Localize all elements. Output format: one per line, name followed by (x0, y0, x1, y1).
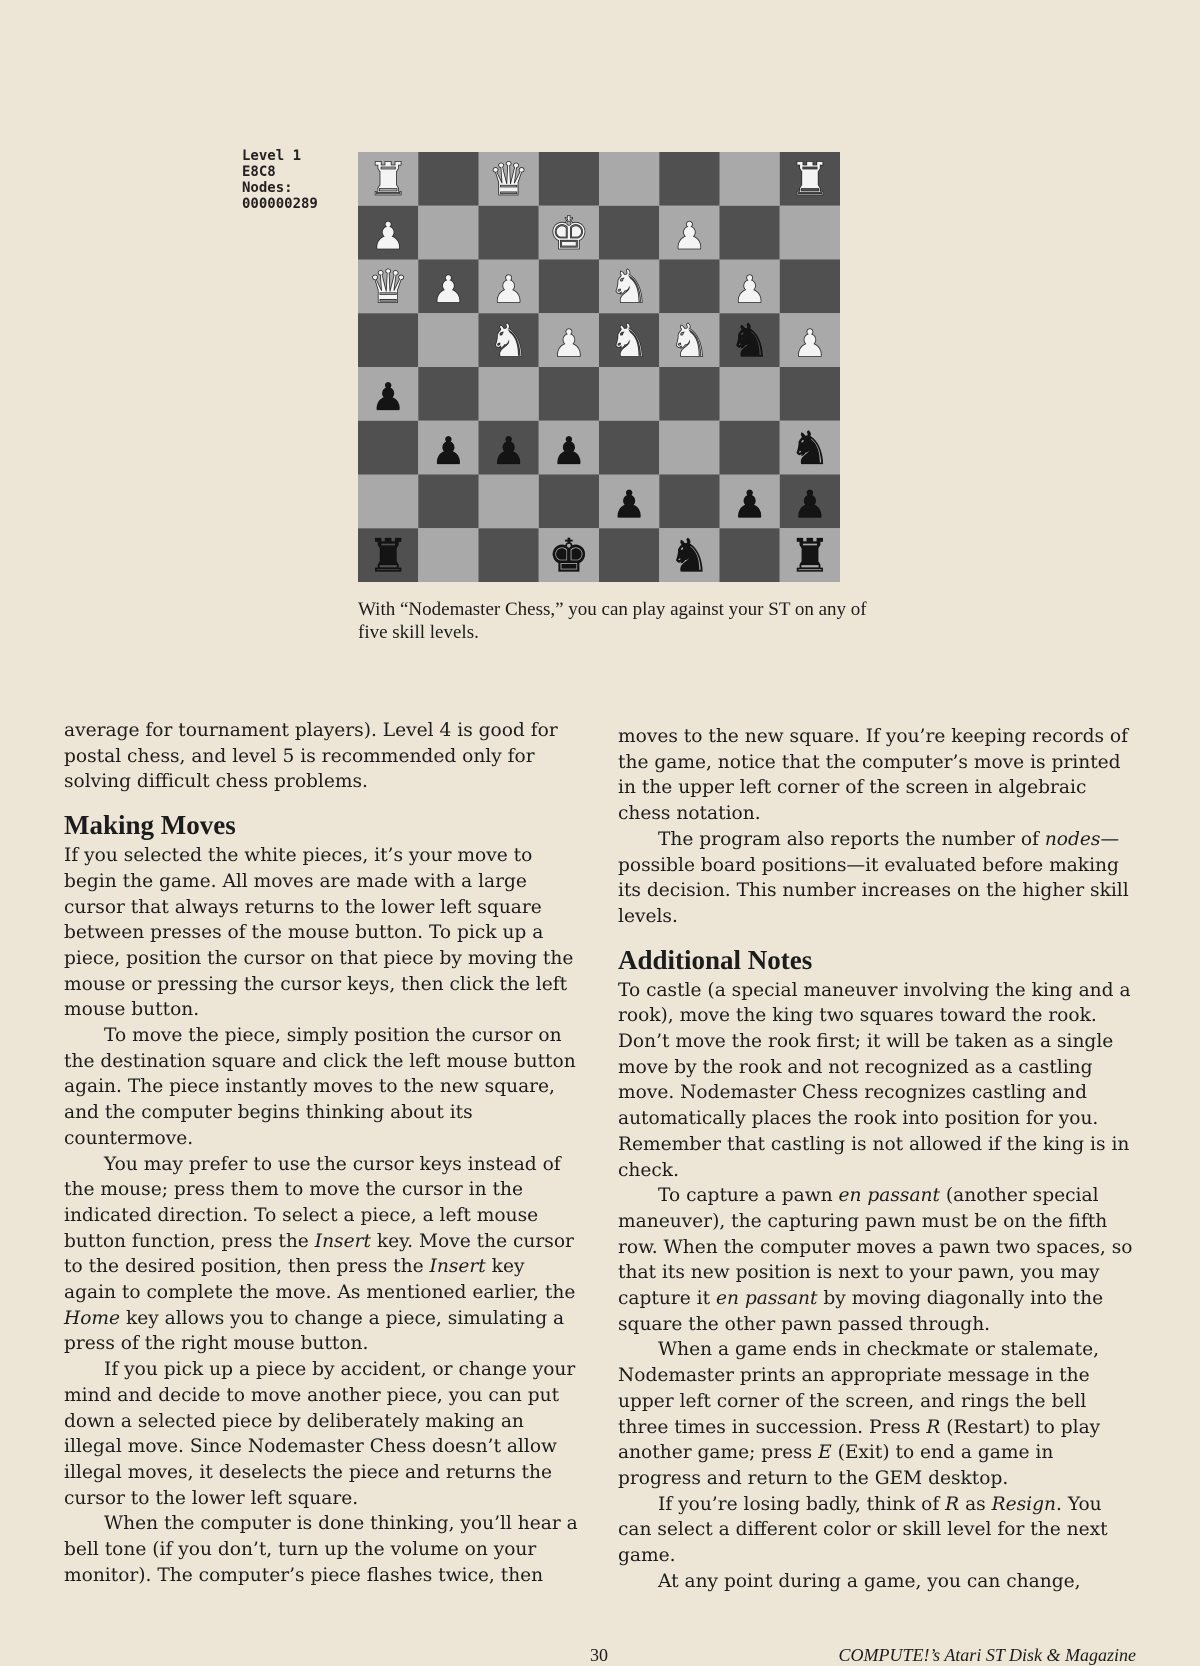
board-square (599, 367, 659, 421)
board-square (599, 206, 659, 260)
board-square (539, 152, 599, 206)
paragraph: If you selected the white pieces, it’s your move to begin the game. All moves are made with a large cursor that always returns to the lower left square between presses of the mouse button. To pick up a piece, position the cursor on that piece by moving the mouse or pressing the cursor keys, then click the left mouse button. (64, 845, 574, 1021)
board-square (418, 475, 478, 529)
last-move-line: E8C8 (242, 164, 276, 180)
paragraph: When the computer is done thinking, you’ll hear a bell tone (if you don’t, turn up the volume on your monitor). The computer’s piece flashes twice, then (64, 1513, 578, 1586)
black-pawn-icon: ♟ (371, 375, 406, 419)
board-square (418, 206, 478, 260)
white-pawn-icon: ♟ (672, 213, 707, 258)
black-knight-icon: ♞ (789, 420, 831, 475)
paragraph: When a game ends in checkmate or stalemate, Nodemaster prints an appropriate message in the upper left corner of the screen, and rings the bell three times in succession. Press R (Restart) to play another game; press E (Exit) to end a game in progress and return to the GEM desktop. (618, 1339, 1101, 1489)
board-square (479, 528, 539, 582)
board-square (358, 475, 418, 529)
paragraph: If you’re losing badly, think of R as Resign. You can select a different color or skill level for the next game. (618, 1493, 1108, 1567)
white-pawn-icon: ♟ (732, 267, 767, 312)
paragraph: To capture a pawn en passant (another special maneuver), the capturing pawn must be on the fifth row. When the computer moves a pawn two spaces, so that its new position is next to your pawn, you may capture it en passant by moving diagonally into the square the other pawn passed through. (618, 1185, 1133, 1335)
white-knight-icon: ♞ (668, 313, 710, 368)
board-square (659, 421, 719, 475)
board-square (780, 260, 840, 314)
white-queen-icon: ♛ (488, 152, 530, 206)
board-square (720, 206, 780, 260)
black-pawn-icon: ♟ (551, 428, 586, 473)
board-square (659, 152, 719, 206)
board-square (780, 367, 840, 421)
magazine-title: COMPUTE!’s Atari ST Disk & Magazine (838, 1645, 1136, 1665)
board-square (358, 421, 418, 475)
right-column (618, 724, 1133, 1595)
board-square (418, 152, 478, 206)
board-square (358, 313, 418, 367)
board-square (659, 475, 719, 529)
board-square (418, 528, 478, 582)
board-square (599, 528, 659, 582)
black-rook-icon: ♜ (789, 528, 831, 582)
black-rook-icon: ♜ (367, 528, 409, 582)
black-knight-icon: ♞ (729, 313, 771, 368)
white-knight-icon: ♞ (488, 313, 530, 368)
page-number: 30 (590, 1645, 608, 1665)
black-pawn-icon: ♟ (612, 482, 647, 527)
key-name: Insert (429, 1256, 486, 1278)
chess-board (358, 152, 840, 582)
white-pawn-icon: ♟ (491, 267, 526, 312)
board-square (720, 528, 780, 582)
board-square (539, 367, 599, 421)
paragraph: average for tournament players). Level 4 is good for postal chess, and level 5 is recommended only for solving difficult chess problems. (64, 720, 558, 793)
black-pawn-icon: ♟ (431, 428, 466, 473)
paragraph: If you pick up a piece by accident, or change your mind and decide to move another piece, you can put down a selected piece by deliberately making an illegal move. Since Nodemaster Chess doesn’t allow illegal moves, it deselects the piece and returns the cursor to the lower left square. (64, 1359, 576, 1509)
board-square (720, 152, 780, 206)
board-square (418, 367, 478, 421)
board-square (539, 260, 599, 314)
white-king-icon: ♚ (548, 205, 590, 260)
board-square (720, 367, 780, 421)
key-name: Insert (314, 1230, 371, 1252)
white-queen-icon: ♛ (367, 259, 409, 314)
board-square (539, 475, 599, 529)
nodes-count: 000000289 (242, 196, 318, 212)
white-knight-icon: ♞ (608, 259, 650, 314)
board-square (599, 152, 659, 206)
board-square (720, 421, 780, 475)
white-knight-icon: ♞ (608, 313, 650, 368)
paragraph: To move the piece, simply position the cursor on the destination square and click the left mouse button again. The piece instantly moves to the new square, and the computer begins thinking about its countermove. (64, 1025, 576, 1149)
paragraph: To castle (a special maneuver involving the king and a rook), move the king two squares toward the rook. Don’t move the rook first; it will be taken as a single move by the rook and not recognized as a castling move. Nodemaster Chess recognizes castling and automatically places the rook into position for you. Remember that castling is not allowed if the king is in check. (618, 979, 1131, 1181)
left-column (64, 718, 579, 1589)
black-pawn-icon: ♟ (792, 482, 827, 527)
level-line: Level 1 (242, 148, 302, 164)
board-square (659, 367, 719, 421)
board-square (418, 313, 478, 367)
paragraph: The program also reports the number of nodes—possible board positions—it evaluated before making its decision. This number increases on the higher skill levels. (618, 828, 1129, 927)
figure-caption: With “Nodemaster Chess,” you can play against your ST on any of five skill levels. (358, 599, 867, 643)
section-heading-additional-notes: Additional Notes (618, 944, 813, 975)
white-pawn-icon: ♟ (431, 267, 466, 312)
black-king-icon: ♚ (548, 528, 590, 582)
white-rook-icon: ♜ (367, 152, 409, 206)
section-heading-making-moves: Making Moves (64, 810, 236, 841)
game-status-readout (242, 148, 318, 212)
paragraph: At any point during a game, you can change, (658, 1570, 1081, 1592)
board-square (599, 421, 659, 475)
white-pawn-icon: ♟ (551, 321, 586, 366)
white-pawn-icon: ♟ (792, 321, 827, 366)
key-name: Home (64, 1307, 121, 1329)
board-square (659, 260, 719, 314)
board-square (479, 475, 539, 529)
paragraph: You may prefer to use the cursor keys instead of the mouse; press them to move the cursor in the indicated direction. To select a piece, a left mouse button function, press the Insert key. Move the cursor to the desired position, then press the Insert key again to complete the move. As mentioned earlier, the Home key allows you to change a piece, simulating a press of the right mouse button. (64, 1153, 576, 1355)
black-knight-icon: ♞ (668, 528, 710, 582)
black-pawn-icon: ♟ (732, 482, 767, 527)
paragraph: moves to the new square. If you’re keeping records of the game, notice that the computer’s move is printed in the upper left corner of the screen in algebraic chess notation. (618, 726, 1129, 825)
black-pawn-icon: ♟ (491, 428, 526, 473)
board-square (479, 367, 539, 421)
nodes-label: Nodes: (242, 180, 293, 196)
board-square (479, 206, 539, 260)
white-rook-icon: ♜ (789, 152, 831, 206)
white-pawn-icon: ♟ (371, 213, 406, 258)
board-square (780, 206, 840, 260)
